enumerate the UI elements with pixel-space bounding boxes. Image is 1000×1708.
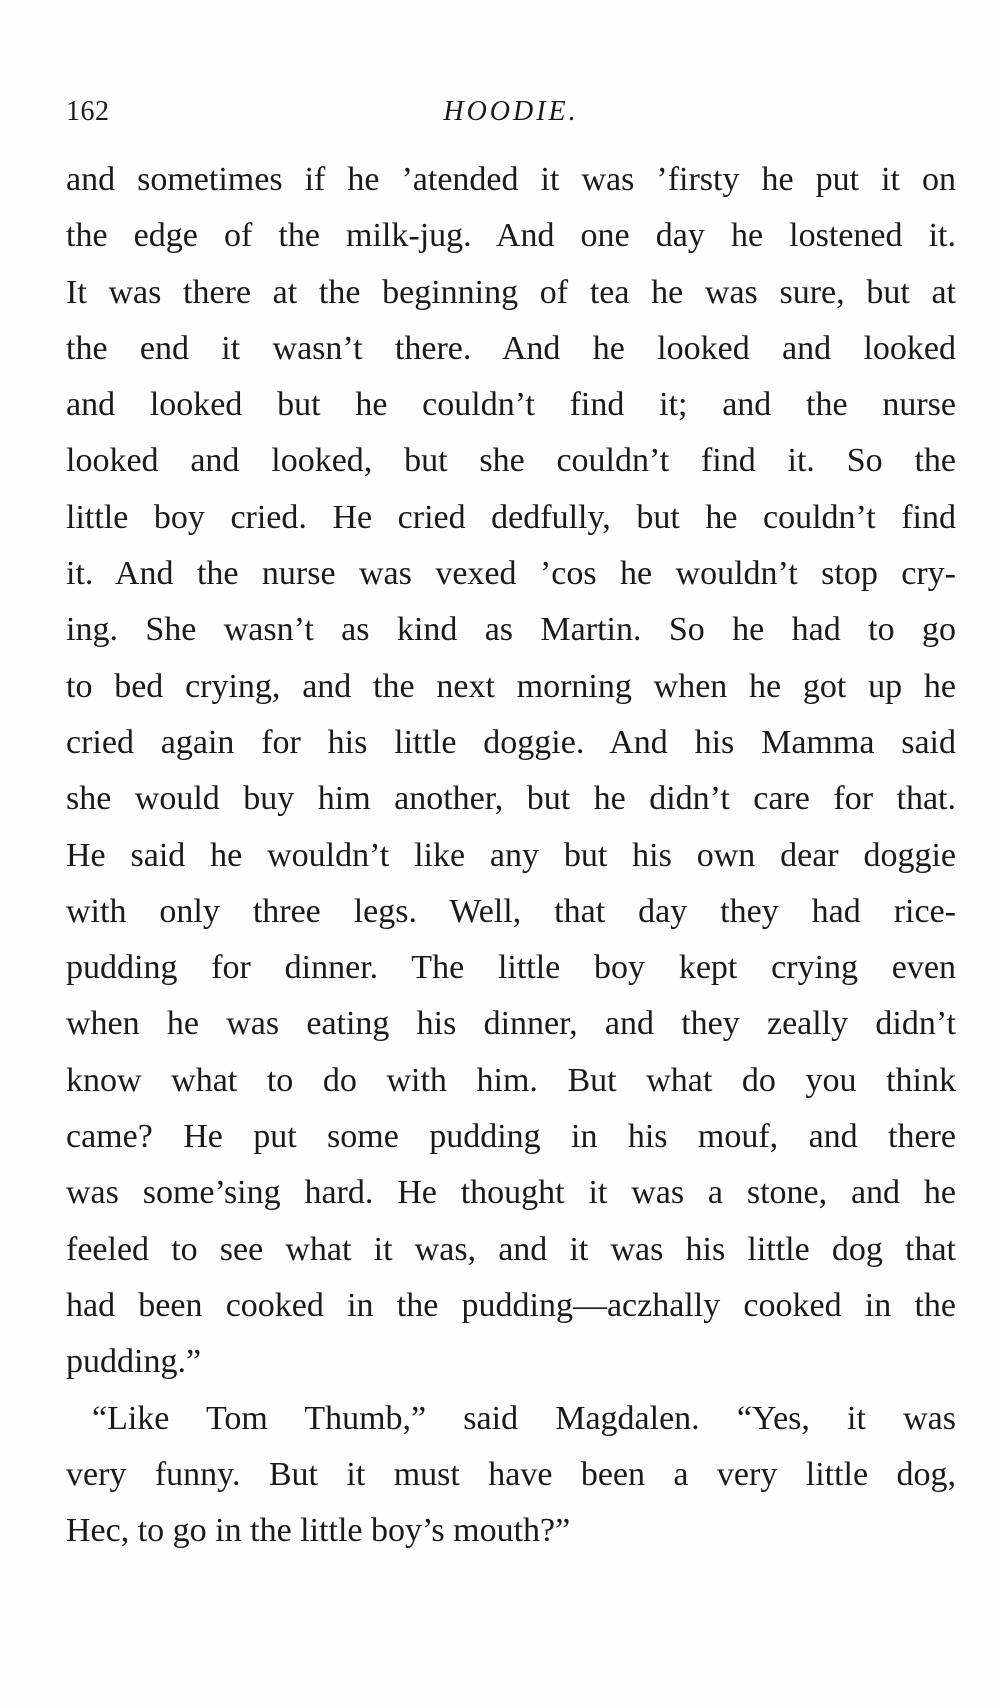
running-title: HOODIE. [443, 96, 579, 127]
text-line: to bed crying, and the next morning when he got up he [66, 667, 956, 705]
text-line: He said he wouldn’t like any but his own dear doggie [66, 836, 956, 874]
text-line: was some’sing hard. He thought it was a stone, and he [66, 1174, 956, 1212]
text-line: Hec, to go in the little boy’s mouth?” [66, 1512, 571, 1550]
text-line: ing. She wasn’t as kind as Martin. So he had to go [66, 611, 956, 649]
text-line: had been cooked in the pudding—aczhally cooked in the [66, 1286, 956, 1324]
text-line: very funny. But it must have been a very little dog, [66, 1455, 956, 1493]
text-line: know what to do with him. But what do you think [66, 1061, 956, 1099]
text-line: with only three legs. Well, that day they had rice- [66, 892, 956, 930]
running-head [66, 96, 956, 136]
text-line: the edge of the milk-jug. And one day he lostened it. [66, 217, 956, 255]
text-line: cried again for his little doggie. And his Mamma said [66, 723, 956, 761]
text-line: little boy cried. He cried dedfully, but he couldn’t find [66, 498, 956, 536]
text-line: and looked but he couldn’t find it; and the nurse [66, 386, 956, 424]
text-line: and sometimes if he ’atended it was ’firsty he put it on [66, 161, 956, 198]
text-line: feeled to see what it was, and it was his little dog that [66, 1230, 956, 1268]
text-line: it. And the nurse was vexed ’cos he wouldn’t stop cry- [66, 555, 956, 593]
text-line: It was there at the beginning of tea he was sure, but at [66, 273, 956, 311]
page-number: 162 [66, 96, 110, 127]
text-line: looked and looked, but she couldn’t find it. So the [66, 442, 956, 480]
text-line: she would buy him another, but he didn’t care for that. [66, 780, 956, 818]
text-line: the end it wasn’t there. And he looked and looked [66, 329, 956, 367]
text-line: when he was eating his dinner, and they zeally didn’t [66, 1005, 956, 1043]
text-line: “Like Tom Thumb,” said Magdalen. “Yes, it was [92, 1399, 956, 1437]
text-line: came? He put some pudding in his mouf, and there [66, 1118, 956, 1156]
text-line: pudding for dinner. The little boy kept crying even [66, 949, 956, 987]
body-text [66, 152, 956, 1559]
text-line: pudding.” [66, 1343, 202, 1381]
